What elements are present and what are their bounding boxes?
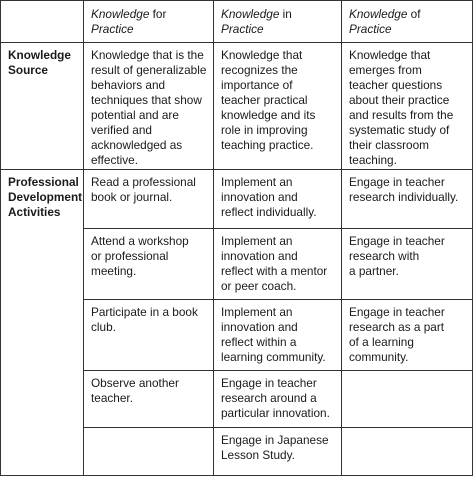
cell-text-line: teaching. [349, 153, 397, 167]
cell-text-line: recognizes the [221, 63, 298, 77]
activity-cell [214, 300, 342, 371]
header-preposition: in [279, 7, 292, 21]
cell-text-line: Read a professional [91, 175, 196, 189]
activity-cell-empty [342, 428, 473, 476]
cell-text-line: acknowledged as [91, 138, 183, 152]
cell-text-line: Implement an [221, 175, 293, 189]
cell-text-line: research around a [221, 391, 317, 405]
knowledge-source-row [1, 43, 473, 170]
cell-text-line: reflect within a [221, 335, 297, 349]
cell-text-line: behaviors and [91, 78, 166, 92]
cell-knowledge-in-practice [214, 43, 342, 170]
cell-text-line: innovation and [221, 249, 298, 263]
cell-text-line: club. [91, 320, 116, 334]
cell-text-line: Lesson Study. [221, 448, 295, 462]
cell-text-line: Engage in Japanese [221, 433, 329, 447]
cell-text-line: and results from the [349, 108, 454, 122]
activity-cell [342, 170, 473, 229]
cell-text-line: Implement an [221, 234, 293, 248]
cell-text-line: book or journal. [91, 190, 173, 204]
cell-text-line: meeting. [91, 264, 137, 278]
cell-text-line: reflect with a mentor [221, 264, 328, 278]
cell-text-line: Participate in a book [91, 305, 198, 319]
cell-text-line: Engage in teacher [221, 376, 317, 390]
activity-cell-empty [342, 371, 473, 428]
cell-text-line: a partner. [349, 264, 399, 278]
cell-text-line: importance of [221, 78, 293, 92]
cell-text-line: result of generalizable [91, 63, 207, 77]
cell-knowledge-for-practice [84, 43, 214, 170]
activity-cell [342, 300, 473, 371]
cell-text-line: research as a part [349, 320, 445, 334]
row-label-knowledge-source [1, 43, 84, 170]
cell-text-line: potential and are [91, 108, 179, 122]
header-knowledge-word: Knowledge [349, 7, 408, 21]
cell-text-line: of a learning [349, 335, 414, 349]
activity-cell [84, 170, 214, 229]
column-header-of-practice [342, 1, 473, 43]
cell-knowledge-of-practice [342, 43, 473, 170]
cell-text-line: Knowledge that [349, 48, 431, 62]
header-knowledge-word: Knowledge [221, 7, 280, 21]
cell-text-line: knowledge and its [221, 108, 316, 122]
header-practice-word: Practice [221, 22, 264, 36]
corner-cell [1, 1, 84, 43]
cell-text-line: role in improving [221, 123, 308, 137]
cell-text-line: research individually. [349, 190, 459, 204]
cell-text-line: systematic study of [349, 123, 450, 137]
activity-cell [84, 229, 214, 300]
cell-text-line: Engage in teacher [349, 305, 445, 319]
cell-text-line: Engage in teacher [349, 175, 445, 189]
cell-text-line: Attend a workshop [91, 234, 189, 248]
cell-text-line: verified and [91, 123, 152, 137]
cell-text-line: effective. [91, 153, 138, 167]
cell-text-line: teaching practice. [221, 138, 314, 152]
cell-text-line: about their practice [349, 93, 450, 107]
cell-text-line: learning community. [221, 350, 326, 364]
header-preposition: of [407, 7, 421, 21]
column-header-for-practice [84, 1, 214, 43]
row-label-line: Knowledge [8, 48, 71, 62]
activity-cell-empty [84, 428, 214, 476]
cell-text-line: community. [349, 350, 409, 364]
row-label-line: Professional [8, 175, 79, 189]
cell-text-line: teacher practical [221, 93, 308, 107]
activity-cell [214, 229, 342, 300]
cell-text-line: Observe another [91, 376, 179, 390]
column-header-in-practice [214, 1, 342, 43]
activity-cell [214, 371, 342, 428]
header-preposition: for [149, 7, 167, 21]
activity-cell [342, 229, 473, 300]
activity-cell [84, 371, 214, 428]
cell-text-line: or professional [91, 249, 169, 263]
cell-text-line: or peer coach. [221, 279, 297, 293]
cell-text-line: Engage in teacher [349, 234, 445, 248]
cell-text-line: Knowledge that [221, 48, 303, 62]
cell-text-line: techniques that show [91, 93, 202, 107]
header-row [1, 1, 473, 43]
cell-text-line: emerges from [349, 63, 422, 77]
cell-text-line: Implement an [221, 305, 293, 319]
row-label-line: Source [8, 63, 48, 77]
activity-cell [214, 170, 342, 229]
cell-text-line: teacher. [91, 391, 133, 405]
row-label-line: Activities [8, 205, 61, 219]
cell-text-line: reflect individually. [221, 205, 317, 219]
cell-text-line: innovation and [221, 320, 298, 334]
cell-text-line: innovation and [221, 190, 298, 204]
cell-text-line: particular innovation. [221, 406, 330, 420]
cell-text-line: research with [349, 249, 420, 263]
activity-cell [84, 300, 214, 371]
header-knowledge-word: Knowledge [91, 7, 150, 21]
cell-text-line: their classroom [349, 138, 429, 152]
cell-text-line: Knowledge that is the [91, 48, 204, 62]
activity-cell [214, 428, 342, 476]
header-practice-word: Practice [349, 22, 392, 36]
row-label-line: Development [8, 190, 83, 204]
header-practice-word: Practice [91, 22, 134, 36]
row-label-pd-activities [1, 170, 84, 476]
cell-text-line: teacher questions [349, 78, 443, 92]
pd-row-1 [1, 170, 473, 229]
